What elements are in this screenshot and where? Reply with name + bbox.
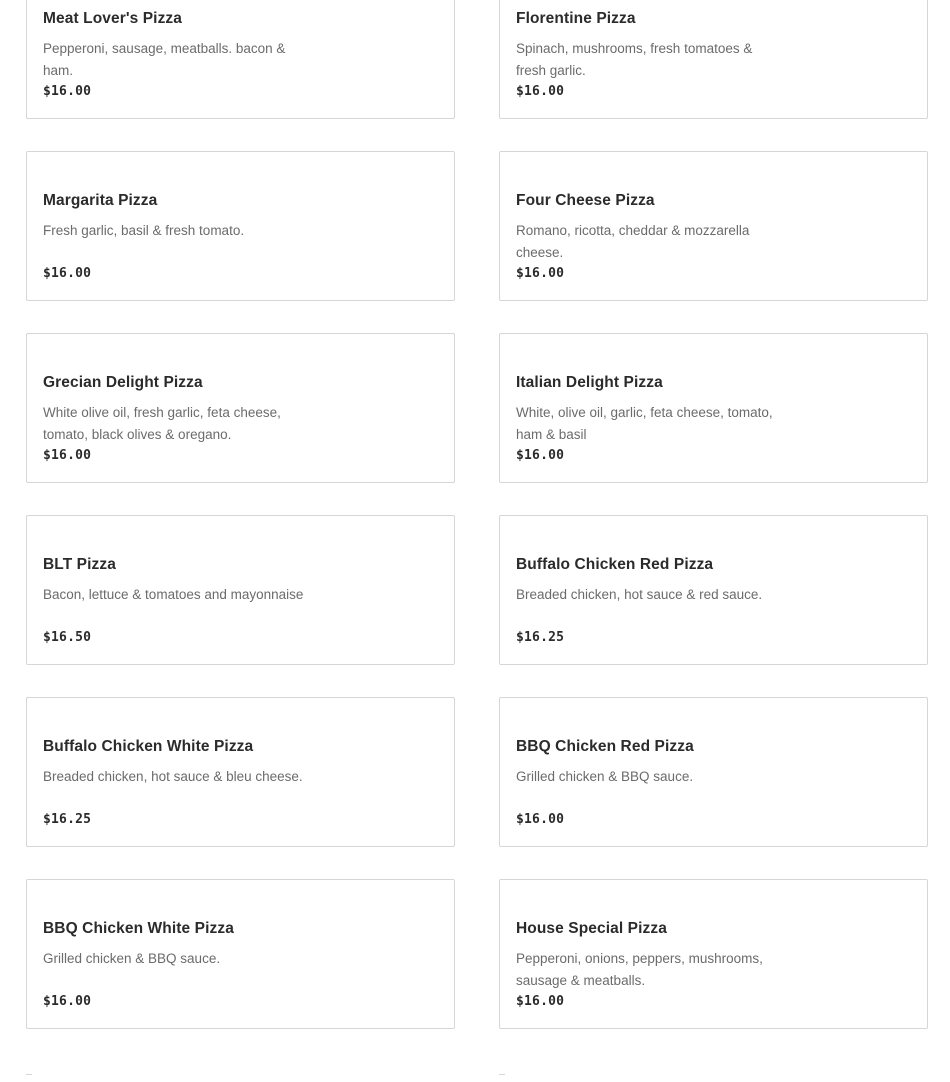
- menu-item-card[interactable]: [26, 879, 455, 1029]
- menu-item-card[interactable]: [499, 151, 928, 301]
- menu-item-card[interactable]: [26, 697, 455, 847]
- item-price: $16.25: [43, 812, 92, 827]
- menu-item-card[interactable]: [499, 515, 928, 665]
- item-description: Fresh garlic, basil & fresh tomato.: [43, 223, 245, 238]
- item-name: Buffalo Chicken White Pizza: [43, 738, 254, 755]
- item-name: Buffalo Chicken Red Pizza: [516, 556, 714, 573]
- item-price: $16.00: [43, 994, 92, 1009]
- item-description: Breaded chicken, hot sauce & red sauce.: [516, 587, 763, 602]
- menu-item-card[interactable]: [499, 0, 928, 119]
- menu-item-card[interactable]: [26, 151, 455, 301]
- item-name: BLT Pizza: [43, 556, 116, 573]
- item-description: White, olive oil, garlic, feta cheese, tomato, ham & basil: [516, 405, 773, 442]
- item-name: Four Cheese Pizza: [516, 192, 655, 209]
- menu-item-card[interactable]: [499, 879, 928, 1029]
- menu-item-card[interactable]: [499, 697, 928, 847]
- item-name: Meat Lover's Pizza: [43, 10, 183, 27]
- item-price: $16.00: [516, 266, 565, 281]
- item-name: House Special Pizza: [516, 920, 667, 937]
- item-description: Grilled chicken & BBQ sauce.: [43, 951, 221, 966]
- item-price: $16.50: [43, 630, 92, 645]
- item-price: $16.00: [516, 994, 565, 1009]
- item-name: Florentine Pizza: [516, 10, 636, 27]
- item-name: Italian Delight Pizza: [516, 374, 663, 391]
- item-description: Bacon, lettuce & tomatoes and mayonnaise: [43, 587, 304, 602]
- item-price: $16.00: [43, 266, 92, 281]
- item-description: Spinach, mushrooms, fresh tomatoes & fresh garlic.: [516, 41, 753, 78]
- menu-item-card[interactable]: [26, 333, 455, 483]
- item-description: Romano, ricotta, cheddar & mozzarella cheese.: [516, 223, 750, 260]
- item-name: BBQ Chicken White Pizza: [43, 920, 234, 937]
- item-price: $16.25: [516, 630, 565, 645]
- item-price: $16.00: [516, 812, 565, 827]
- menu-item-card[interactable]: [26, 515, 455, 665]
- item-name: Grecian Delight Pizza: [43, 374, 203, 391]
- item-price: $16.00: [43, 448, 92, 463]
- item-name: BBQ Chicken Red Pizza: [516, 738, 694, 755]
- item-price: $16.00: [516, 84, 565, 99]
- item-description: Pepperoni, onions, peppers, mushrooms, sausage & meatballs.: [516, 951, 763, 988]
- menu-item-card[interactable]: [26, 0, 455, 119]
- item-description: Grilled chicken & BBQ sauce.: [516, 769, 694, 784]
- item-description: White olive oil, fresh garlic, feta cheese, tomato, black olives & oregano.: [43, 405, 281, 442]
- item-description: Pepperoni, sausage, meatballs. bacon & ham.: [43, 41, 286, 78]
- item-name: Margarita Pizza: [43, 192, 158, 209]
- item-description: Breaded chicken, hot sauce & bleu cheese.: [43, 769, 303, 784]
- menu-item-grid: [26, 0, 928, 1029]
- item-price: $16.00: [43, 84, 92, 99]
- menu-item-card[interactable]: [499, 333, 928, 483]
- item-price: $16.00: [516, 448, 565, 463]
